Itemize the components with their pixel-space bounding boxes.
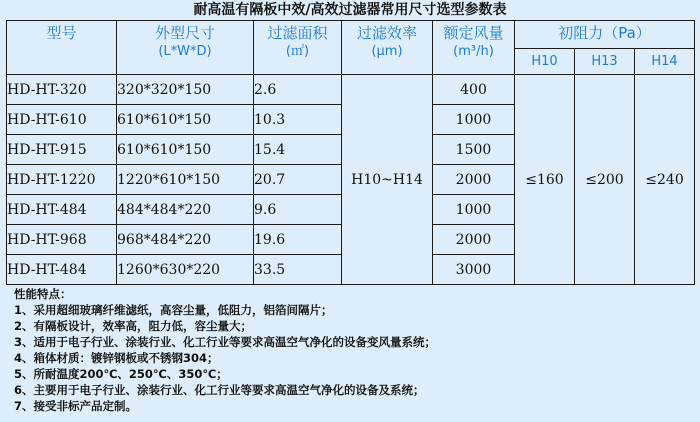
feature-item: 2、有隔板设计，效率高，阻力低，容尘量大； <box>14 319 252 333</box>
cell-area: 20.7 <box>254 165 342 195</box>
cell-h13: ≤200 <box>575 75 635 285</box>
page-title: 耐高温有隔板中效/高效过滤器常用尺寸选型参数表 <box>193 2 507 18</box>
feature-item: 3、适用于电子行业、涂装行业、化工行业等要求高温空气净化的设备变风量系统； <box>14 335 436 349</box>
header-efficiency: 过滤效率 (μm) <box>342 21 433 75</box>
cell-size: 610*610*150 <box>117 135 254 165</box>
header-area: 过滤面积 (㎡) <box>254 21 342 75</box>
feature-item: 6、主要用于电子行业、涂装行业、化工行业等要求高温空气净化的设备及系统； <box>14 383 425 397</box>
cell-size: 484*484*220 <box>117 195 254 225</box>
cell-size: 610*610*150 <box>117 105 254 135</box>
cell-airflow: 400 <box>433 75 515 105</box>
cell-size: 1260*630*220 <box>117 255 254 285</box>
header-h14: H14 <box>635 49 695 75</box>
header-model: 型号 <box>7 21 117 75</box>
cell-model: HD-HT-1220 <box>7 165 117 195</box>
table-row <box>7 75 695 105</box>
header-resistance: 初阻力（Pa） <box>515 21 695 49</box>
cell-area: 33.5 <box>254 255 342 285</box>
feature-item: 7、接受非标产品定制。 <box>14 399 138 413</box>
cell-h14: ≤240 <box>635 75 695 285</box>
cell-size: 320*320*150 <box>117 75 254 105</box>
features-heading: 性能特点： <box>14 287 72 301</box>
cell-h10: ≤160 <box>515 75 575 285</box>
feature-item: 1、采用超细玻璃纤维滤纸，高容尘量，低阻力，铝箔间隔片； <box>14 303 333 317</box>
header-size: 外型尺寸 (L*W*D) <box>117 21 254 75</box>
cell-size: 968*484*220 <box>117 225 254 255</box>
cell-airflow: 1000 <box>433 105 515 135</box>
cell-model: HD-HT-915 <box>7 135 117 165</box>
cell-area: 10.3 <box>254 105 342 135</box>
cell-model: HD-HT-968 <box>7 225 117 255</box>
cell-area: 9.6 <box>254 195 342 225</box>
cell-area: 19.6 <box>254 225 342 255</box>
cell-airflow: 2000 <box>433 225 515 255</box>
cell-model: HD-HT-484 <box>7 195 117 225</box>
feature-item: 5、所耐温度200℃、250℃、350℃； <box>14 367 228 381</box>
cell-area: 2.6 <box>254 75 342 105</box>
cell-size: 1220*610*150 <box>117 165 254 195</box>
header-h10: H10 <box>515 49 575 75</box>
cell-model: HD-HT-320 <box>7 75 117 105</box>
header-h13: H13 <box>575 49 635 75</box>
cell-airflow: 1500 <box>433 135 515 165</box>
cell-airflow: 1000 <box>433 195 515 225</box>
cell-airflow: 2000 <box>433 165 515 195</box>
cell-model: HD-HT-484 <box>7 255 117 285</box>
features-notes <box>14 286 694 414</box>
feature-item: 4、箱体材质：镀锌钢板或不锈钢304； <box>14 351 219 365</box>
cell-area: 15.4 <box>254 135 342 165</box>
cell-airflow: 3000 <box>433 255 515 285</box>
spec-table <box>6 20 695 285</box>
cell-efficiency: H10~H14 <box>342 75 433 285</box>
header-airflow: 额定风量 (m³/h) <box>433 21 515 75</box>
cell-model: HD-HT-610 <box>7 105 117 135</box>
